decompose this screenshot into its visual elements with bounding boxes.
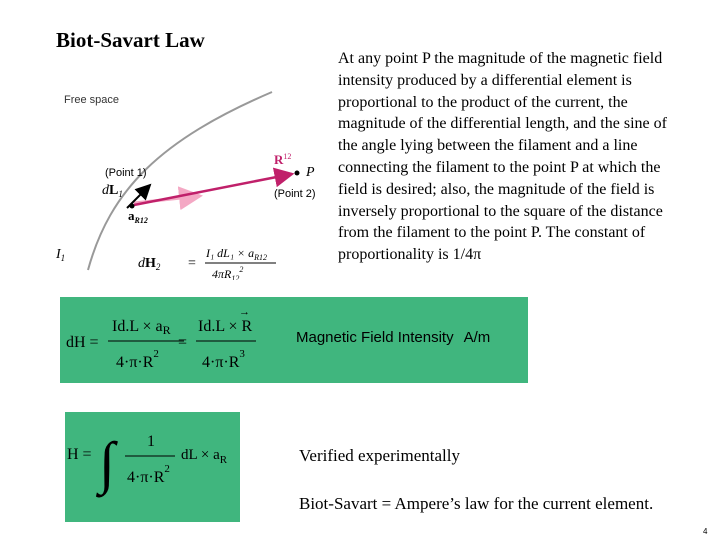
p-label: P <box>306 165 315 180</box>
slide-title: Biot-Savart Law <box>56 28 205 52</box>
description-paragraph: At any point P the magnitude of the magnetic field intensity produced by a differential element is proportional to the product of the current, the magnitude of the differential length, and the sine of the angle lying between the filament and a line connecting the filament to the point P at which the field is desired; also, the magnitude of the field is inversely proportional to the square of the distance from the filament to the point P. The constant of proportionality is 1/4π <box>338 50 667 264</box>
dh2-label: $dH_2$ <box>138 256 161 272</box>
point-2-label: (Point 2) <box>274 188 316 200</box>
free-space-label: Free space <box>64 94 120 106</box>
magnetic-field-intensity-label: Magnetic Field Intensity A/m <box>296 329 491 346</box>
dh-numerator-2: Id.L × R <box>198 318 253 335</box>
a-r12-label: $a_{R12}$ <box>128 208 148 225</box>
equation-denominator: $4\pi R_{12}^2$ <box>212 265 244 280</box>
point-p-dot <box>295 171 300 176</box>
vector-arrow-icon: → <box>239 306 250 318</box>
integral-sign-icon: ∫ <box>99 430 115 495</box>
ampere-law-text: Biot-Savart = Ampere’s law for the current element. <box>299 494 654 513</box>
equation-equals: = <box>188 256 196 271</box>
dh-formula-box <box>60 297 528 383</box>
page-number: 4 <box>703 527 708 536</box>
h-lhs: H = <box>67 446 92 463</box>
dh-equals: = <box>178 334 188 351</box>
current-filament <box>88 92 272 270</box>
point-1-label: (Point 1) <box>105 167 147 179</box>
dh-denominator-1: $4\cdot\pi\cdot R^2$ <box>116 348 159 371</box>
dh-denominator-2: $4\cdot\pi\cdot R^3$ <box>202 348 245 371</box>
dl1-label: $dL_1$ <box>102 183 123 199</box>
dh-lhs: dH = <box>66 334 99 351</box>
verified-text: Verified experimentally <box>299 446 460 465</box>
h-integral-formula-box <box>65 412 240 522</box>
biot-savart-diagram <box>50 80 330 280</box>
i1-label: $I_1$ <box>56 247 66 263</box>
h-denominator: $4\cdot\pi\cdot R^2$ <box>127 463 170 486</box>
equation-numerator: I₁ $dL_1 \times a_{R12}$ <box>206 246 268 262</box>
dh-numerator-1: Id.L × aR <box>112 318 171 337</box>
h-rhs: dL × $a_R$ <box>181 447 228 466</box>
r12-label: $R^{12}$ <box>274 152 292 167</box>
h-numerator: 1 <box>147 433 155 450</box>
r12-vector <box>134 174 292 205</box>
